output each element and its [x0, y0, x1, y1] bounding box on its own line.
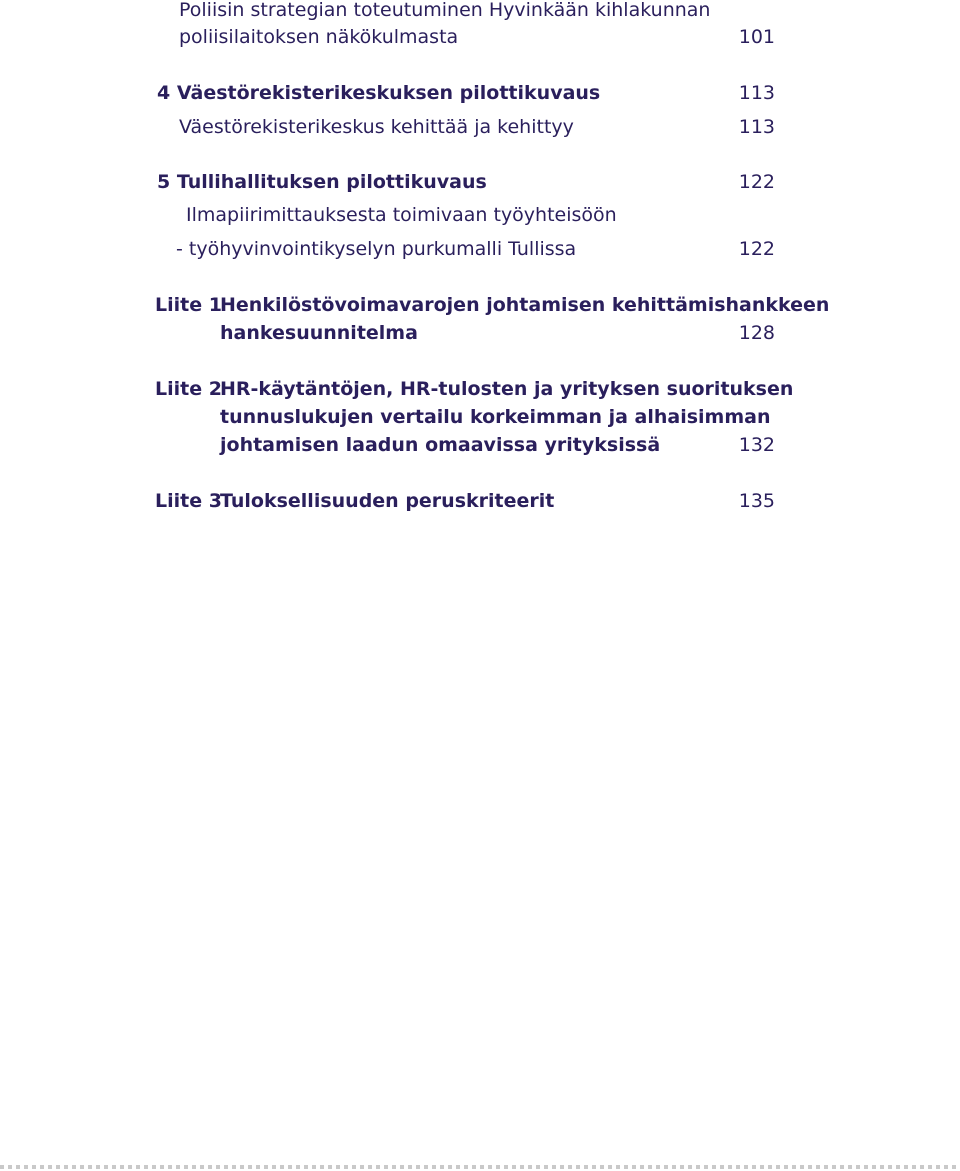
- toc-appendix-title: hankesuunnitelma: [220, 322, 418, 344]
- toc-appendix-title: johtamisen laadun omaavissa yrityksissä: [220, 434, 661, 456]
- toc-appendix-title: Henkilöstövoimavarojen johtamisen kehittämishankkeen: [220, 294, 830, 316]
- toc-entry-text: poliisilaitoksen näkökulmasta: [179, 26, 459, 48]
- toc-appendix-title: tunnuslukujen vertailu korkeimman ja alhaisimman: [220, 406, 771, 428]
- footer-dotted-rule: [0, 1165, 960, 1169]
- toc-page-number: 113: [738, 116, 775, 138]
- toc-appendix-label: Liite 3: [155, 490, 222, 512]
- toc-appendix-label: Liite 1: [155, 294, 222, 316]
- toc-page-number: 101: [738, 26, 775, 48]
- toc-page-number: 122: [738, 171, 775, 193]
- toc-page-number: 128: [738, 322, 775, 344]
- toc-page-number: 135: [738, 490, 775, 512]
- toc-chapter-title: 4 Väestörekisterikeskuksen pilottikuvaus: [157, 82, 601, 104]
- toc-appendix-title: Tuloksellisuuden peruskriteerit: [220, 490, 555, 512]
- toc-entry-text: Poliisin strategian toteutuminen Hyvinkään kihlakunnan: [179, 0, 711, 21]
- toc-appendix-label: Liite 2: [155, 378, 222, 400]
- toc-appendix-title: HR-käytäntöjen, HR-tulosten ja yrityksen suorituksen: [220, 378, 794, 400]
- toc-entry-text: - työhyvinvointikyselyn purkumalli Tullissa: [176, 238, 577, 260]
- toc-page-number: 122: [738, 238, 775, 260]
- toc-chapter-title: 5 Tullihallituksen pilottikuvaus: [157, 171, 487, 193]
- toc-page-number: 113: [738, 82, 775, 104]
- toc-page-number: 132: [738, 434, 775, 456]
- toc-entry-text: Väestörekisterikeskus kehittää ja kehittyy: [179, 116, 574, 138]
- toc-entry-text: Ilmapiirimittauksesta toimivaan työyhteisöön: [186, 204, 617, 226]
